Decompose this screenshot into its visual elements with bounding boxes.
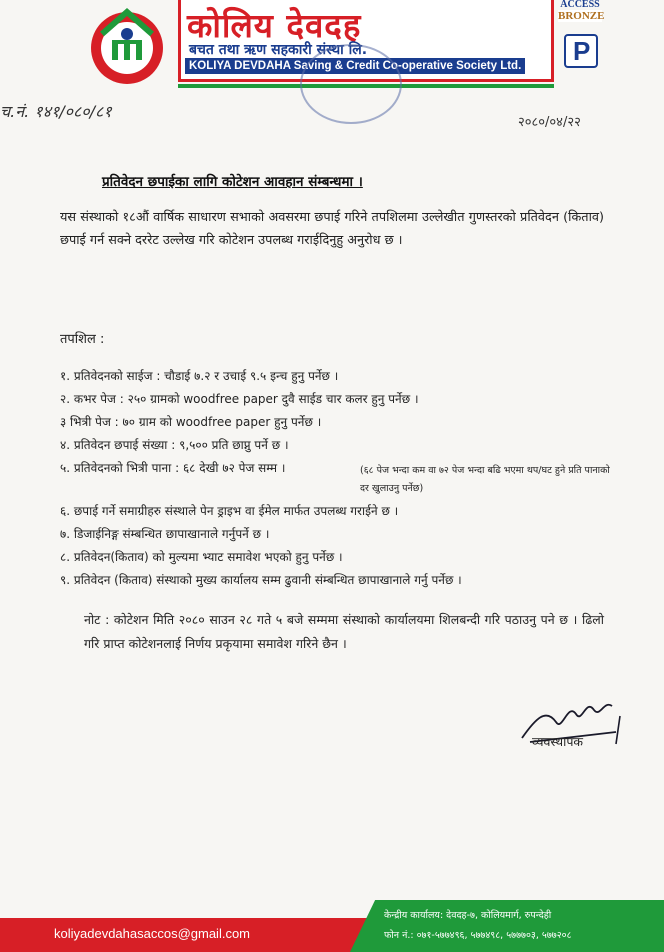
office-stamp-icon: [300, 44, 402, 124]
list-item-note: (६८ पेज भन्दा कम वा ७२ पेज भन्दा बढि भएमा थप/घट हुने प्रति पानाको दर खुलाउनु पर्नेछ): [360, 465, 610, 494]
tapasil-label: तपशिल :: [60, 332, 105, 347]
reference-number: च.नं. १४१/०८०/८१: [0, 102, 112, 121]
list-item: १. प्रतिवेदनको साईज : चौडाई ७.२ र उचाई ९.५ इन्च हुनु पर्नेछ ।: [60, 369, 339, 383]
org-subtitle-np: बचत तथा ऋण सहकारी संस्था लि.: [189, 42, 368, 58]
list-item: ६. छपाई गर्ने समाग्रीहरु संस्थाले पेन ड्राइभ वा ईमेल मार्फत उपलब्ध गराईने छ ।: [60, 504, 399, 518]
signature-label: व्यवस्थापक: [532, 734, 584, 749]
list-item: ४. प्रतिवेदन छपाई संख्या : ९,५०० प्रति छाप्नु पर्ने छ ।: [60, 438, 289, 452]
access-badge-bottom: BRONZE: [558, 10, 605, 22]
letter-date: २०८०/०४/२२: [518, 115, 581, 130]
footer-email[interactable]: koliyadevdahasaccos@gmail.com: [54, 926, 251, 941]
list-item: ५. प्रतिवेदनको भित्री पाना : ६८ देखी ७२ पेज सम्म ।: [60, 461, 286, 475]
koliya-devdaha-logo-icon: [84, 4, 170, 88]
footer-phone: फोन नं.: ०७१-५७७४९६, ५७७४९८, ५७७७०३, ५७७२०८: [384, 930, 572, 941]
org-subtitle-en: KOLIYA DEVDAHA Saving & Credit Co-operative Society Ltd.: [185, 58, 525, 74]
p-logo-letter: P: [573, 36, 591, 66]
list-item: २. कभर पेज : २५० ग्रामको woodfree paper दुवै साईड चार कलर हुनु पर्नेछ ।: [60, 392, 419, 406]
letter-paragraph: यस संस्थाको १८औं वार्षिक साधारण सभाको अवसरमा छपाई गरिने तपशिलमा उल्लेखीत गुणस्तरको प्रतिवेदन (किताव) छपाई गर्न सक्ने दररेट उल्लेख गरि कोटेशन उपलब्ध गराईदिनुहु अनुरोध छ ।: [60, 210, 604, 248]
footer-address: केन्द्रीय कार्यालय: देवदह-७, कोलियमार्ग, रुपन्देही: [384, 910, 552, 921]
p-logo-icon: [564, 34, 598, 68]
letter-subject: प्रतिवेदन छपाईका लागि कोटेशन आवहान संम्बन्धमा ।: [102, 174, 363, 190]
access-badge-top: ACCESS: [560, 0, 600, 10]
list-item: ८. प्रतिवेदन(किताव) को मुल्यमा भ्याट समावेश भएको हुनु पर्नेछ ।: [60, 550, 343, 564]
list-item: ७. डिजाईनिङ्ग संम्बन्धित छापाखानाले गर्नुपर्ने छ ।: [60, 527, 270, 541]
org-title-np: कोलिय देवदह: [187, 6, 362, 45]
list-item: ९. प्रतिवेदन (किताव) संस्थाको मुख्य कार्यालय सम्म ढुवानी संम्बन्धित छापाखानाले गर्नु पर्नेछ ।: [60, 573, 462, 587]
letter-note: नोट : कोटेशन मिति २०८० साउन २८ गते ५ बजे सम्ममा संस्थाको कार्यालयमा शिलबन्दी गरि पठाउनु पने छ । ढिलो गरि प्राप्त कोटेशनलाई निर्णय प्रकृयामा समावेश गरिने छैन ।: [84, 612, 604, 651]
list-item: ३ भित्री पेज : ७० ग्राम को woodfree paper हुनु पर्नेछ ।: [60, 415, 322, 429]
access-bronze-badge: [558, 0, 605, 22]
